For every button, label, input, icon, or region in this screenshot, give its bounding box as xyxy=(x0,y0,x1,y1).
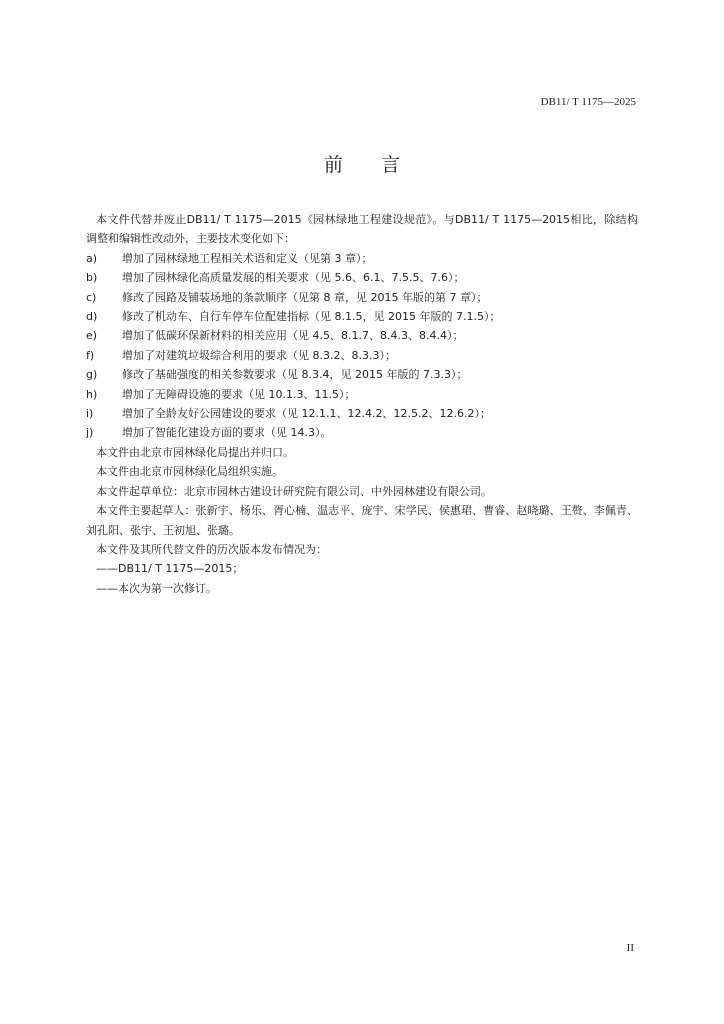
foreword-body xyxy=(86,210,638,598)
list-item xyxy=(86,307,638,326)
organized-by-statement: 本文件由北京市园林绿化局组织实施。 xyxy=(96,465,283,479)
list-item xyxy=(86,346,638,365)
page-number: II xyxy=(626,942,634,954)
list-item xyxy=(86,249,638,268)
list-item-text: 修改了园路及铺装场地的条款顺序（见第 8 章，见 2015 年版的第 7 章）； xyxy=(122,290,488,304)
list-item-text: 增加了园林绿化高质量发展的相关要求（见 5.6、6.1、7.5.5、7.6）； xyxy=(122,271,465,285)
list-marker: d) xyxy=(86,310,98,324)
list-item-text: 增加了全龄友好公园建设的要求（见 12.1.1、12.4.2、12.5.2、12.6.2）； xyxy=(122,407,491,421)
intro-paragraph: 本文件代替并废止DB11/ T 1175—2015《园林绿地工程建设规范》。与DB11/ T 1175—2015相比，除结构调整和编辑性改动外，主要技术变化如下： xyxy=(86,213,638,246)
list-item-text: 增加了园林绿地工程相关术语和定义（见第 3 章）； xyxy=(122,251,373,265)
list-marker: a) xyxy=(86,251,98,265)
list-item-text: 修改了机动车、自行车停车位配建指标（见 8.1.5，见 2015 年版的 7.1.5）； xyxy=(122,310,501,324)
version-history-item: ——本次为第一次修订。 xyxy=(96,581,217,595)
drafting-units-statement: 本文件起草单位：北京市园林古建设计研究院有限公司、中外园林建设有限公司。 xyxy=(96,484,492,498)
proposed-by-statement: 本文件由北京市园林绿化局提出并归口。 xyxy=(96,445,294,459)
document-code: DB11/ T 1175—2025 xyxy=(540,96,636,108)
list-marker: h) xyxy=(86,387,98,401)
list-marker: g) xyxy=(86,368,98,382)
list-marker: f) xyxy=(86,348,95,362)
list-item xyxy=(86,385,638,404)
list-item xyxy=(86,326,638,345)
list-item xyxy=(86,365,638,384)
list-item xyxy=(86,268,638,287)
list-marker: b) xyxy=(86,271,98,285)
version-history-intro: 本文件及其所代替文件的历次版本发布情况为： xyxy=(96,542,327,556)
list-item xyxy=(86,404,638,423)
changes-list xyxy=(86,249,638,443)
list-item-text: 增加了低碳环保新材料的相关应用（见 4.5、8.1.7、8.4.3、8.4.4）； xyxy=(122,329,464,343)
list-item-text: 增加了智能化建设方面的要求（见 14.3）。 xyxy=(122,426,332,440)
list-marker: j) xyxy=(86,426,94,440)
list-item xyxy=(86,288,638,307)
drafters-statement: 本文件主要起草人：张新宇、杨乐、胥心楠、温志平、庞宇、宋学民、侯惠珺、曹睿、赵晓璐、王赘、李佩青、刘孔阳、张宇、王初旭、张璐。 xyxy=(86,504,638,537)
list-marker: e) xyxy=(86,329,98,343)
page-title: 前言 xyxy=(323,154,438,176)
list-marker: c) xyxy=(86,290,97,304)
list-item-text: 增加了对建筑垃圾综合利用的要求（见 8.3.2、8.3.3）； xyxy=(122,348,396,362)
list-item-text: 修改了基础强度的相关参数要求（见 8.3.4，见 2015 年版的 7.3.3）； xyxy=(122,368,468,382)
list-marker: i) xyxy=(86,407,94,421)
list-item-text: 增加了无障碍设施的要求（见 10.1.3、11.5）； xyxy=(122,387,356,401)
list-item xyxy=(86,423,638,442)
version-history-item: ——DB11/ T 1175—2015； xyxy=(96,562,244,576)
